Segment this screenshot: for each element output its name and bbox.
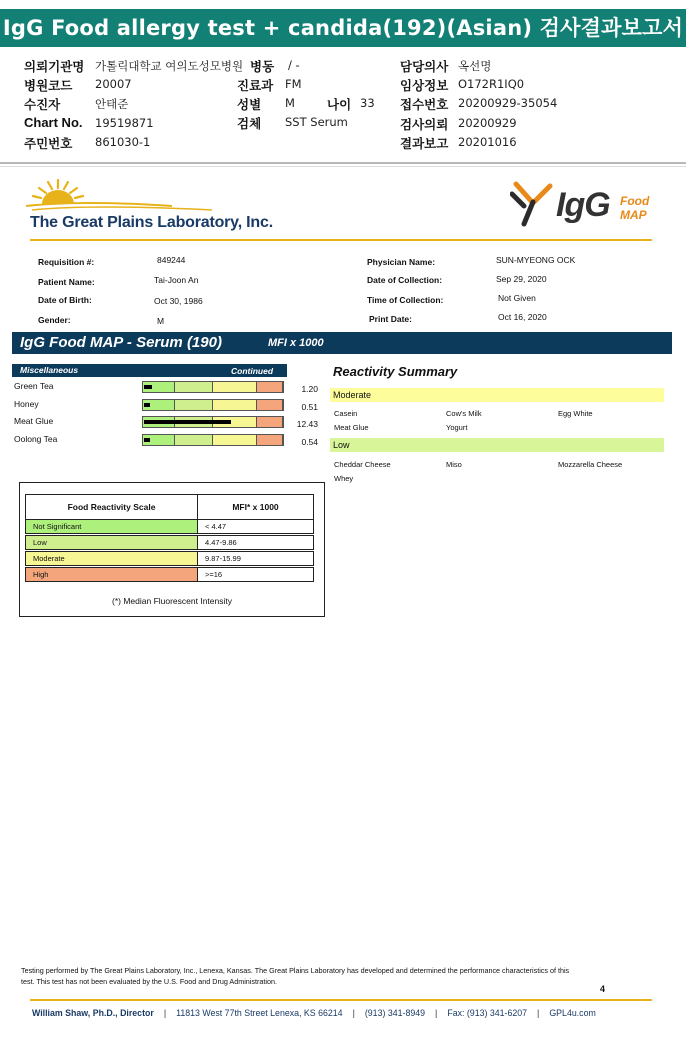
food-map-header — [12, 332, 672, 354]
reactivity-bar — [142, 399, 284, 411]
hospital-code-label: 병원코드 — [24, 78, 73, 93]
ward-value: / - — [288, 58, 300, 72]
summary-item: Yogurt — [446, 423, 468, 432]
scale-level-label: High — [25, 567, 198, 582]
receipt-label: 접수번호 — [400, 97, 449, 112]
disclaimer-text: Testing performed by The Great Plains Laboratory, Inc., Lenexa, Kansas. The Great Plains Laboratory has developed and determined the performance characteristics of this test. This test has not been evaluated by the U.S. Food and Drug Administration. — [21, 966, 570, 986]
scale-level-range: < 4.47 — [197, 519, 314, 534]
food-name: Green Tea — [14, 381, 54, 391]
lab-name: The Great Plains Laboratory, Inc. — [30, 214, 273, 231]
misc-category-header — [12, 364, 287, 377]
dob-label: Date of Birth: — [38, 295, 92, 305]
food-value: 1.20 — [301, 384, 318, 394]
summary-item: Meat Glue — [334, 423, 369, 432]
footer-contact-line: William Shaw, Ph.D., Director | 11813 West 77th Street Lenexa, KS 66214 | (913) 341-8949 | Fax: (913) 341-6207 | GPL4u.com — [32, 1008, 596, 1018]
lab-address: 11813 West 77th Street Lenexa, KS 66214 — [176, 1008, 343, 1018]
reactivity-bar — [142, 381, 284, 393]
summary-item: Cheddar Cheese — [334, 460, 391, 469]
food-name: Oolong Tea — [14, 434, 58, 444]
moderate-band: Moderate — [330, 388, 664, 402]
misc-header-label: Miscellaneous — [20, 365, 79, 375]
mfi-footnote: (*) Median Fluorescent Intensity — [112, 596, 232, 606]
food-name: Honey — [14, 399, 39, 409]
physician-value: SUN-MYEONG OCK — [496, 255, 576, 265]
reactivity-bar — [142, 434, 284, 446]
summary-item: Miso — [446, 460, 462, 469]
footer-gold-divider — [30, 999, 652, 1001]
gender-value: M — [157, 316, 165, 326]
summary-item: Cow's Milk — [446, 409, 482, 418]
specimen-value: SST Serum — [285, 115, 348, 129]
request-value: 20200929 — [458, 116, 517, 130]
food-map-title: IgG Food MAP - Serum (190) — [20, 334, 222, 351]
reactivity-bar-fill — [144, 420, 231, 424]
print-date-label: Print Date: — [369, 314, 412, 324]
id-label: 주민번호 — [24, 136, 73, 151]
reactivity-bar-fill — [144, 438, 150, 442]
hospital-code-value: 20007 — [95, 77, 132, 91]
requisition-value: 849244 — [157, 255, 186, 265]
lab-fax: Fax: (913) 341-6207 — [447, 1008, 528, 1018]
sex-label: 성별 — [237, 97, 262, 112]
chart-value: 19519871 — [95, 116, 154, 130]
scale-level-range: 4.47-9.86 — [197, 535, 314, 550]
collection-date-value: Sep 29, 2020 — [496, 274, 547, 284]
report-title: IgG Food allergy test + candida(192)(Asian) 검사결과보고서 — [0, 9, 686, 47]
patient-label: 수진자 — [24, 97, 61, 112]
food-value: 12.43 — [296, 419, 318, 429]
clinical-label: 임상정보 — [400, 78, 449, 93]
receipt-value: 20200929-35054 — [458, 96, 558, 110]
doctor-value: 옥선명 — [458, 59, 492, 73]
chart-label: Chart No. — [24, 115, 83, 130]
director-name: William Shaw, Ph.D., Director — [32, 1008, 154, 1018]
report-value: 20201016 — [458, 135, 517, 149]
ward-label: 병동 — [250, 59, 275, 74]
food-map-units: MFI x 1000 — [268, 337, 324, 349]
patient-name-value: Tai-Joon An — [154, 275, 199, 285]
request-label: 검사의뢰 — [400, 117, 449, 132]
patient-name-label: Patient Name: — [38, 277, 95, 287]
misc-continued-label: Continued — [231, 366, 274, 376]
print-date-value: Oct 16, 2020 — [498, 312, 547, 322]
summary-item: Mozzarella Cheese — [558, 460, 623, 469]
patient-value: 안태준 — [95, 97, 129, 111]
reactivity-summary-title: Reactivity Summary — [333, 364, 458, 379]
id-value: 861030-1 — [95, 135, 151, 149]
food-brand-text: Food — [620, 194, 650, 208]
report-label: 결과보고 — [400, 136, 449, 151]
scale-level-label: Not Significant — [25, 519, 198, 534]
lab-phone: (913) 341-8949 — [364, 1008, 426, 1018]
antibody-icon — [510, 180, 558, 228]
age-label: 나이 — [327, 97, 352, 112]
map-brand-text: MAP — [620, 208, 647, 222]
requisition-label: Requisition #: — [38, 257, 95, 267]
dept-label: 진료과 — [237, 78, 274, 93]
header-divider-thin — [0, 166, 686, 167]
clinical-value: O172R1IQ0 — [458, 77, 525, 91]
institution-label: 의뢰기관명 — [24, 59, 85, 74]
reactivity-bar — [142, 416, 284, 428]
scale-col1-header: Food Reactivity Scale — [25, 494, 198, 520]
dept-value: FM — [285, 77, 302, 91]
sex-value: M — [285, 96, 295, 110]
reactivity-bar-fill — [144, 385, 152, 389]
igg-brand-text: IgG — [556, 186, 610, 224]
food-value: 0.51 — [301, 402, 318, 412]
specimen-label: 검체 — [237, 116, 262, 131]
gold-divider — [30, 239, 652, 241]
summary-item: Whey — [334, 474, 354, 483]
header-divider — [0, 162, 686, 164]
institution-value: 가톨릭대학교 여의도성모병원 — [95, 59, 244, 73]
physician-label: Physician Name: — [367, 257, 436, 267]
dob-value: Oct 30, 1986 — [154, 296, 203, 306]
food-name: Meat Glue — [14, 416, 54, 426]
lab-website[interactable]: GPL4u.com — [549, 1008, 596, 1018]
low-band: Low — [330, 438, 664, 452]
food-value: 0.54 — [301, 437, 318, 447]
igg-food-map-logo — [510, 176, 660, 236]
scale-level-range: >=16 — [197, 567, 314, 582]
summary-item: Casein — [334, 409, 358, 418]
collection-date-label: Date of Collection: — [367, 275, 443, 285]
scale-level-label: Moderate — [25, 551, 198, 566]
scale-level-range: 9.87-15.99 — [197, 551, 314, 566]
summary-item: Egg White — [558, 409, 593, 418]
age-value: 33 — [360, 96, 375, 110]
reactivity-bar-fill — [144, 403, 150, 407]
scale-level-label: Low — [25, 535, 198, 550]
collection-time-value: Not Given — [498, 293, 536, 303]
page-number: 4 — [600, 984, 606, 994]
reactivity-scale-legend — [19, 482, 325, 617]
scale-col2-header: MFI* x 1000 — [197, 494, 314, 520]
doctor-label: 담당의사 — [400, 59, 449, 74]
gender-label: Gender: — [38, 315, 71, 325]
collection-time-label: Time of Collection: — [367, 295, 444, 305]
